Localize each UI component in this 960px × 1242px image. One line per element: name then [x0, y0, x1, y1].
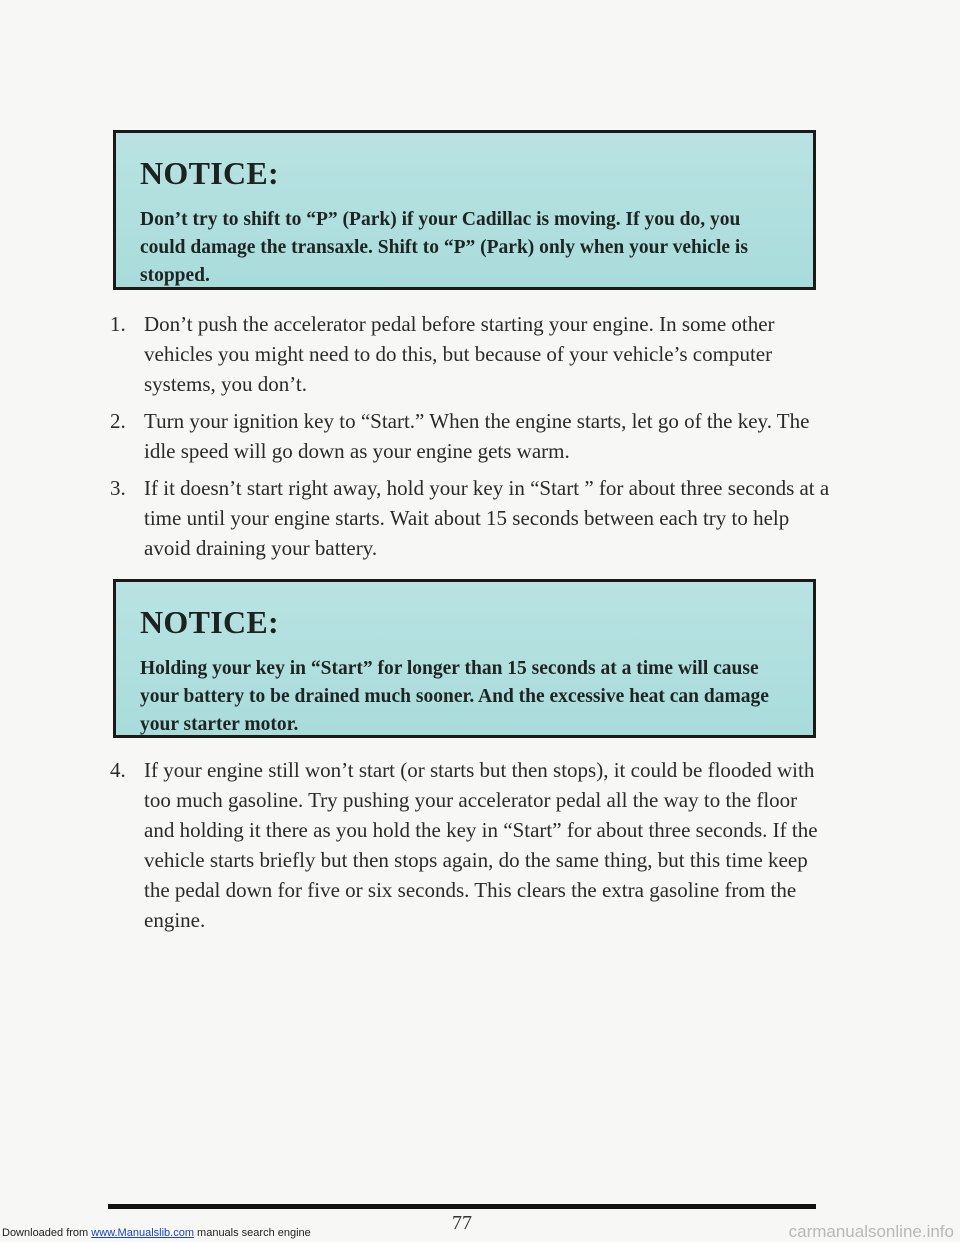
download-credit [2, 1227, 311, 1239]
steps-list-continued [110, 755, 830, 942]
list-item [110, 309, 830, 399]
notice-body: Holding your key in “Start” for longer than 15 seconds at a time will cause your battery to be drained much sooner. And the excessive heat can damage your starter motor. [140, 658, 769, 735]
step-text: If your engine still won’t start (or starts but then stops), it could be flooded with too much gasoline. Try pushing your accelerator pedal all the way to the floor and holding it there as you hold the key in “Start” for about three seconds. If the vehicle starts briefly but then stops again, do the same thing, but this time keep the pedal down for five or six seconds. This clears the extra gasoline from the engine. [144, 758, 818, 932]
steps-list [110, 309, 830, 570]
step-number: 1. [110, 312, 126, 336]
credit-suffix: manuals search engine [193, 1227, 311, 1239]
notice-title: NOTICE: [140, 604, 280, 640]
notice-box-starter [113, 579, 816, 738]
notice-body: Don’t try to shift to “P” (Park) if your Cadillac is moving. If you do, you could damage the transaxle. Shift to “P” (Park) only when your vehicle is stopped. [140, 209, 748, 286]
manualslib-link[interactable]: www.Manualslib.com [91, 1227, 194, 1239]
step-text: Don’t push the accelerator pedal before starting your engine. In some other vehicles you might need to do this, but because of your vehicle’s computer systems, you don’t. [144, 312, 775, 396]
page-number: 77 [452, 1212, 472, 1234]
step-text: If it doesn’t start right away, hold your key in “Start ” for about three seconds at a time until your engine starts. Wait about 15 seconds between each try to help avoid draining your battery. [144, 476, 830, 560]
credit-prefix: Downloaded from [2, 1227, 92, 1239]
notice-title: NOTICE: [140, 155, 280, 191]
step-number: 3. [110, 476, 126, 500]
step-text: Turn your ignition key to “Start.” When the engine starts, let go of the key. The idle speed will go down as your engine gets warm. [144, 409, 810, 463]
list-item [110, 406, 830, 466]
step-number: 4. [110, 758, 126, 782]
watermark-text: carmanualsonline.info [788, 1222, 954, 1241]
list-item [110, 473, 830, 563]
list-item [110, 755, 830, 935]
notice-box-park [113, 130, 816, 290]
step-number: 2. [110, 409, 126, 433]
footer-rule [108, 1204, 816, 1209]
